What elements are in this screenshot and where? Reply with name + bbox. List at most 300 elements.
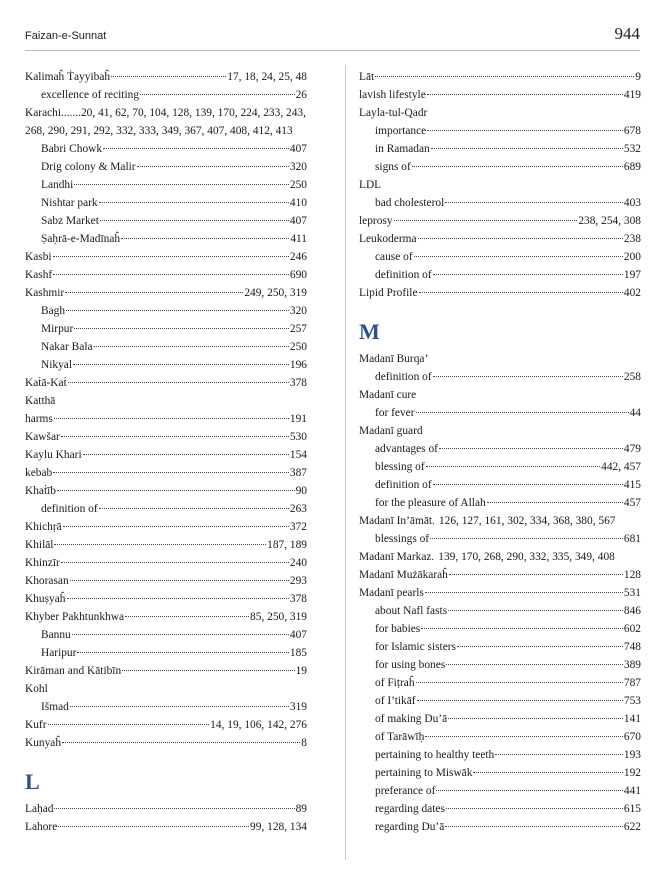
dot-leader	[414, 256, 623, 257]
entry-pages: 678	[623, 125, 641, 137]
index-entry	[25, 716, 307, 734]
entry-pages: 141	[623, 713, 641, 725]
entry-term: regarding dates	[375, 803, 445, 815]
entry-pages: 26	[295, 89, 307, 101]
entry-pages: 622	[623, 821, 641, 833]
entry-term: for fever	[375, 407, 415, 419]
dot-leader	[425, 736, 623, 737]
dot-leader	[61, 562, 289, 563]
index-entry	[25, 590, 307, 608]
entry-pages: 320	[289, 305, 307, 317]
entry-term: Kashf	[25, 269, 53, 281]
entry-term: definition of	[375, 371, 432, 383]
dot-leader	[74, 328, 289, 329]
dot-leader	[111, 76, 226, 77]
dot-leader	[94, 346, 289, 347]
index-subentry	[359, 530, 641, 548]
dot-leader	[53, 256, 289, 257]
dot-leader	[446, 808, 623, 809]
entry-pages: 690	[289, 269, 307, 281]
entry-term: Leukoderma	[359, 233, 417, 245]
entry-pages: 14, 19, 106, 142, 276	[210, 719, 307, 731]
entry-pages: 319	[289, 701, 307, 713]
entry-term: for babies	[375, 623, 421, 635]
index-entry	[25, 248, 307, 266]
entry-pages: 457	[623, 497, 641, 509]
entry-term: Madanī In’āmāt.	[359, 515, 435, 527]
index-subentry	[359, 800, 641, 818]
index-subentry	[359, 818, 641, 836]
dot-leader	[48, 724, 210, 725]
entry-pages: 689	[623, 161, 641, 173]
entry-term: for the pleasure of Allah	[375, 497, 486, 509]
dot-leader	[63, 526, 289, 527]
index-entry	[25, 800, 307, 818]
entry-pages: 89	[295, 803, 307, 815]
entry-pages: 410	[289, 197, 307, 209]
entry-pages: 8	[301, 737, 307, 749]
entry-term: Karachi	[25, 107, 62, 119]
index-subentry	[359, 620, 641, 638]
index-column-right	[359, 68, 641, 836]
dot-leader	[74, 184, 289, 185]
entry-pages: 238	[623, 233, 641, 245]
index-entry	[25, 536, 307, 554]
entry-term: of I’tikāf	[375, 695, 416, 707]
entry-pages: 403	[623, 197, 641, 209]
entry-pages: 602	[623, 623, 641, 635]
index-subentry	[359, 140, 641, 158]
entry-pages: 9	[635, 71, 641, 83]
index-entry	[25, 518, 307, 536]
entry-pages: 748	[623, 641, 641, 653]
dot-leader	[57, 490, 295, 491]
index-entry	[359, 548, 641, 566]
entry-term: Khuṣyaĥ	[25, 593, 66, 605]
index-subentry	[359, 764, 641, 782]
dot-leader	[375, 76, 634, 77]
entry-pages: 532	[623, 143, 641, 155]
entry-term: Khyber Pakhtunkhwa	[25, 611, 125, 623]
index-entry	[25, 734, 307, 752]
index-subentry	[25, 338, 307, 356]
entry-pages: 187, 189	[267, 539, 307, 551]
index-entry	[359, 584, 641, 602]
entry-pages: 787	[623, 677, 641, 689]
entry-term: pertaining to Miswāk	[375, 767, 473, 779]
dot-leader	[99, 508, 289, 509]
entry-pages: 200	[623, 251, 641, 263]
entry-term: Madanī Mużākaraĥ	[359, 569, 448, 581]
entry-pages: 753	[623, 695, 641, 707]
dot-leader	[433, 376, 623, 377]
entry-term: lavish lifestyle	[359, 89, 426, 101]
dot-leader	[419, 292, 623, 293]
entry-term: Madanī Burqa’	[359, 353, 429, 365]
entry-pages: 238, 254, 308	[578, 215, 641, 227]
dot-leader	[65, 292, 243, 293]
index-entry	[25, 608, 307, 626]
entry-term: Kaṫā-Kaṫ	[25, 377, 67, 389]
entry-pages: 19	[295, 665, 307, 677]
index-subentry	[359, 266, 641, 284]
entry-term: importance	[375, 125, 427, 137]
index-entry	[25, 266, 307, 284]
entry-pages: 90	[295, 485, 307, 497]
index-subentry	[25, 194, 307, 212]
entry-pages: 139, 170, 268, 290, 332, 335, 349, 408	[438, 551, 615, 563]
dot-leader	[70, 706, 289, 707]
index-subentry	[359, 404, 641, 422]
entry-term: Babri Chowk	[41, 143, 103, 155]
entry-term: Kalimaĥ Ṫayyibaĥ	[25, 71, 111, 83]
dot-leader	[473, 772, 622, 773]
index-subentry	[359, 248, 641, 266]
entry-term: Madanī Markaz.	[359, 551, 435, 563]
book-title: Faizan-e-Sunnat	[25, 30, 107, 42]
entry-pages: 293	[289, 575, 307, 587]
entry-term: excellence of reciting	[41, 89, 140, 101]
entry-term: Madanī cure	[359, 389, 417, 401]
index-entry	[25, 374, 307, 392]
entry-pages: 407	[289, 143, 307, 155]
dot-leader	[439, 448, 623, 449]
entry-term: Kashmir	[25, 287, 65, 299]
index-entry	[25, 818, 307, 836]
dot-leader	[54, 418, 289, 419]
entry-term: Khorasan	[25, 575, 69, 587]
entry-pages: 320	[289, 161, 307, 173]
page-header	[25, 22, 640, 51]
dot-leader	[436, 790, 623, 791]
index-subentry	[359, 440, 641, 458]
entry-pages: 197	[623, 269, 641, 281]
entry-pages: 419	[623, 89, 641, 101]
dot-leader	[495, 754, 623, 755]
entry-term: leprosy	[359, 215, 393, 227]
dot-leader	[122, 670, 294, 671]
dot-leader	[121, 238, 289, 239]
entry-term: Lipid Profile	[359, 287, 418, 299]
index-entry	[25, 446, 307, 464]
index-subentry	[359, 710, 641, 728]
entry-term: Išmad	[41, 701, 69, 713]
entry-term: Kunyaĥ	[25, 737, 62, 749]
entry-term: Khichṛā	[25, 521, 62, 533]
index-subentry	[359, 368, 641, 386]
dot-leader	[54, 808, 294, 809]
entry-term: LDL	[359, 179, 382, 191]
dot-leader	[125, 616, 249, 617]
entry-pages: 258	[623, 371, 641, 383]
entry-term: blessings of	[375, 533, 430, 545]
dot-leader	[53, 472, 289, 473]
dot-leader	[100, 220, 289, 221]
entry-term: Lāt	[359, 71, 375, 83]
entry-term: for using bones	[375, 659, 446, 671]
index-subentry	[25, 158, 307, 176]
entry-pages: 372	[289, 521, 307, 533]
index-subentry	[359, 674, 641, 692]
index-entry	[359, 422, 641, 440]
entry-term: definition of	[41, 503, 98, 515]
entry-pages: 126, 127, 161, 302, 334, 368, 380, 567	[438, 515, 616, 527]
entry-term: Nikyal	[41, 359, 73, 371]
entry-term: Khilāl	[25, 539, 54, 551]
dot-leader	[457, 646, 623, 647]
index-subentry	[359, 692, 641, 710]
entry-term: Sabz Market	[41, 215, 99, 227]
dot-leader	[67, 598, 289, 599]
index-entry	[25, 662, 307, 680]
entry-pages: 192	[623, 767, 641, 779]
entry-term: Drig colony & Malir	[41, 161, 136, 173]
entry-term: regarding Du’ā	[375, 821, 445, 833]
entry-pages: 154	[289, 449, 307, 461]
entry-pages: 257	[289, 323, 307, 335]
entry-term: of Fiṭraĥ	[375, 677, 415, 689]
entry-pages: 250	[289, 179, 307, 191]
entry-pages: 411	[290, 233, 307, 245]
index-subentry	[25, 212, 307, 230]
dot-leader	[448, 718, 623, 719]
dot-leader	[66, 310, 289, 311]
entry-term: signs of	[375, 161, 411, 173]
entry-term: kebab	[25, 467, 53, 479]
entry-pages: 681	[623, 533, 641, 545]
entry-pages: 17, 18, 24, 25, 48	[227, 71, 307, 83]
dot-leader	[394, 220, 578, 221]
entry-pages: 442, 457	[601, 461, 641, 473]
index-entry	[359, 350, 641, 368]
index-entry	[359, 284, 641, 302]
index-subentry	[359, 476, 641, 494]
entry-pages: 378	[289, 593, 307, 605]
entry-term: about Nafl fasts	[375, 605, 448, 617]
entry-pages: 846	[623, 605, 641, 617]
dot-leader	[73, 364, 289, 365]
entry-pages: 185	[289, 647, 307, 659]
dot-leader	[140, 94, 295, 95]
dot-leader	[449, 574, 623, 575]
dot-leader	[83, 454, 289, 455]
dot-leader	[433, 274, 623, 275]
index-entry	[359, 230, 641, 248]
entry-term: definition of	[375, 479, 432, 491]
index-entry	[25, 482, 307, 500]
entry-pages: 530	[289, 431, 307, 443]
index-subentry	[25, 230, 307, 248]
entry-pages: 263	[289, 503, 307, 515]
index-subentry	[25, 500, 307, 518]
entry-term: pertaining to healthy teeth	[375, 749, 495, 761]
entry-term: Landhi	[41, 179, 74, 191]
entry-term: bad cholesterol	[375, 197, 445, 209]
index-subentry	[25, 302, 307, 320]
dot-leader	[68, 382, 289, 383]
entry-term: Bannu	[41, 629, 71, 641]
entry-term: Madanī pearls	[359, 587, 424, 599]
entry-pages: 249, 250, 319	[244, 287, 307, 299]
index-entry	[25, 572, 307, 590]
dot-leader	[62, 742, 300, 743]
section-letter: L	[25, 769, 40, 794]
dot-leader	[448, 610, 623, 611]
index-entry	[359, 212, 641, 230]
index-subentry	[359, 494, 641, 512]
entry-term: Mirpur	[41, 323, 74, 335]
dot-leader	[445, 202, 623, 203]
entry-pages: 441	[623, 785, 641, 797]
dot-leader	[417, 700, 623, 701]
dot-leader	[418, 238, 623, 239]
index-entry	[25, 554, 307, 572]
index-entry	[359, 176, 641, 194]
dot-leader	[58, 826, 249, 827]
dot-leader	[416, 412, 629, 413]
entry-pages: 670	[623, 731, 641, 743]
dot-leader	[433, 484, 623, 485]
index-subentry	[359, 602, 641, 620]
dot-leader	[61, 436, 289, 437]
index-entry	[25, 392, 307, 410]
entry-term: cause of	[375, 251, 413, 263]
entry-term: in Ramadan	[375, 143, 430, 155]
dot-leader: .......	[61, 107, 81, 119]
index-subentry	[25, 356, 307, 374]
index-subentry	[25, 320, 307, 338]
index-subentry	[25, 86, 307, 104]
dot-leader	[431, 148, 623, 149]
index-entry	[25, 410, 307, 428]
entry-term: Layla-tul-Qadr	[359, 107, 428, 119]
index-entry	[25, 104, 307, 140]
index-subentry	[359, 194, 641, 212]
dot-leader	[77, 652, 288, 653]
entry-term: Haripur	[41, 647, 77, 659]
entry-pages: 378	[289, 377, 307, 389]
entry-term: Khaṫīb	[25, 485, 57, 497]
entry-pages: 99, 128, 134	[250, 821, 307, 833]
entry-term: harms	[25, 413, 53, 425]
dot-leader	[445, 826, 623, 827]
entry-term: Nishtar park	[41, 197, 98, 209]
index-subentry	[359, 638, 641, 656]
dot-leader	[53, 274, 289, 275]
entry-term: Kaylu Khari	[25, 449, 82, 461]
entry-term: preferance of	[375, 785, 436, 797]
entry-term: definition of	[375, 269, 432, 281]
index-subentry	[359, 728, 641, 746]
dot-leader	[137, 166, 289, 167]
index-entry	[359, 512, 641, 530]
dot-leader	[412, 166, 623, 167]
entry-pages: 479	[623, 443, 641, 455]
entry-term: of making Du’ā	[375, 713, 448, 725]
entry-pages: 128	[623, 569, 641, 581]
index-entry	[359, 86, 641, 104]
dot-leader	[430, 538, 623, 539]
entry-term: for Islamic sisters	[375, 641, 456, 653]
entry-pages: 402	[623, 287, 641, 299]
entry-term: Kufr	[25, 719, 47, 731]
entry-pages: 389	[623, 659, 641, 671]
entry-pages: 191	[289, 413, 307, 425]
index-subentry	[359, 782, 641, 800]
entry-term: Khinzīr	[25, 557, 60, 569]
entry-pages: 196	[289, 359, 307, 371]
entry-term: blessing of	[375, 461, 425, 473]
entry-term: Kohl	[25, 683, 48, 695]
entry-pages: 387	[289, 467, 307, 479]
entry-term: advantages of	[375, 443, 438, 455]
entry-term: Lahore	[25, 821, 58, 833]
index-entry	[25, 284, 307, 302]
index-subentry	[25, 626, 307, 644]
dot-leader	[70, 580, 289, 581]
index-entry	[25, 68, 307, 86]
entry-pages: 44	[629, 407, 641, 419]
entry-term: Laḥad	[25, 803, 54, 815]
column-divider	[345, 65, 346, 860]
index-entry	[359, 104, 641, 122]
dot-leader	[425, 592, 623, 593]
index-subentry	[25, 176, 307, 194]
dot-leader	[72, 634, 289, 635]
entry-term: Madanī guard	[359, 425, 423, 437]
dot-leader	[426, 466, 600, 467]
index-subentry	[359, 158, 641, 176]
entry-pages: 193	[623, 749, 641, 761]
section-letter: M	[359, 319, 380, 344]
entry-pages: 415	[623, 479, 641, 491]
index-entry	[25, 428, 307, 446]
entry-pages: 240	[289, 557, 307, 569]
index-subentry	[359, 122, 641, 140]
index-subentry	[25, 140, 307, 158]
index-subentry	[25, 644, 307, 662]
dot-leader	[99, 202, 289, 203]
dot-leader	[416, 682, 623, 683]
dot-leader	[487, 502, 623, 503]
dot-leader	[446, 664, 623, 665]
entry-pages: 250	[289, 341, 307, 353]
entry-term: Katthā	[25, 395, 56, 407]
entry-pages: 407	[289, 215, 307, 227]
dot-leader	[421, 628, 623, 629]
entry-term: of Tarāwīḥ	[375, 731, 425, 743]
index-entry	[359, 68, 641, 86]
index-entry	[25, 680, 307, 698]
entry-pages: 615	[623, 803, 641, 815]
entry-pages: 407	[289, 629, 307, 641]
entry-term: Kawšar	[25, 431, 60, 443]
index-subentry	[25, 698, 307, 716]
entry-pages: 246	[289, 251, 307, 263]
entry-pages: 85, 250, 319	[250, 611, 307, 623]
dot-leader	[427, 130, 623, 131]
index-entry	[359, 566, 641, 584]
entry-term: Nakar Bala	[41, 341, 93, 353]
entry-term: Kirāman and Kātibīn	[25, 665, 122, 677]
entry-term: Bagh	[41, 305, 66, 317]
index-entry	[359, 386, 641, 404]
index-column-left	[25, 68, 307, 836]
index-subentry	[359, 458, 641, 476]
dot-leader	[103, 148, 289, 149]
index-entry	[25, 464, 307, 482]
entry-pages: 531	[623, 587, 641, 599]
